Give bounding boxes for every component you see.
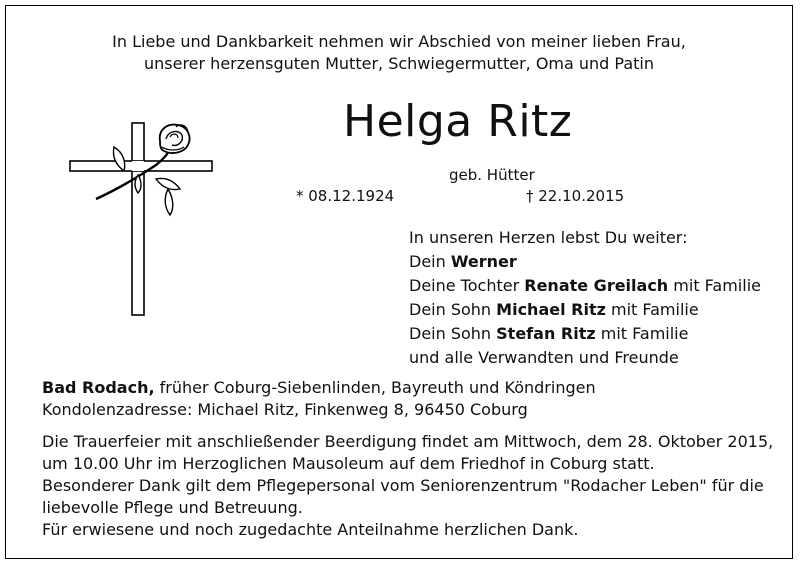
notice-line-4: liebevolle Pflege und Betreuung. bbox=[42, 498, 303, 517]
relation-suffix: mit Familie bbox=[595, 324, 689, 343]
notice-line-2: um 10.00 Uhr im Herzoglichen Mausoleum auf dem Friedhof in Coburg statt. bbox=[42, 454, 655, 473]
relative-line-1 bbox=[409, 252, 517, 271]
relation: Dein Sohn bbox=[409, 300, 497, 319]
cross-with-rose-icon bbox=[68, 119, 220, 319]
notice-line-1: Die Trauerfeier mit anschließender Beerdigung findet am Mittwoch, dem 28. Oktober 2015, bbox=[42, 432, 774, 451]
intro-line-2: unserer herzensguten Mutter, Schwiegermutter, Oma und Patin bbox=[143, 54, 655, 73]
relative-line-3 bbox=[409, 300, 699, 319]
relatives-intro: In unseren Herzen lebst Du weiter: bbox=[409, 228, 688, 247]
relative-name: Stefan Ritz bbox=[496, 324, 596, 343]
relation: Dein bbox=[409, 252, 451, 271]
notice-line-3: Besonderer Dank gilt dem Pflegepersonal vom Seniorenzentrum "Rodacher Leben" für die bbox=[42, 476, 764, 495]
relation: Dein Sohn bbox=[409, 324, 497, 343]
birth-date: * 08.12.1924 bbox=[296, 187, 395, 205]
relative-line-5: und alle Verwandten und Freunde bbox=[409, 348, 679, 367]
condolence-address: Kondolenzadresse: Michael Ritz, Finkenweg 8, 96450 Coburg bbox=[42, 400, 528, 419]
relative-line-4 bbox=[409, 324, 688, 343]
location-line bbox=[42, 378, 596, 397]
relative-name: Renate Greilach bbox=[524, 276, 669, 295]
relation-suffix: mit Familie bbox=[605, 300, 699, 319]
relative-name: Michael Ritz bbox=[496, 300, 606, 319]
relative-line-2 bbox=[409, 276, 761, 295]
town: Bad Rodach, bbox=[42, 378, 155, 397]
former-places: früher Coburg-Siebenlinden, Bayreuth und Köndringen bbox=[154, 378, 596, 397]
death-date: † 22.10.2015 bbox=[526, 187, 625, 205]
relation-suffix: mit Familie bbox=[668, 276, 761, 295]
notice-line-5: Für erwiesene und noch zugedachte Anteilnahme herzlichen Dank. bbox=[42, 520, 579, 539]
obituary-card bbox=[5, 5, 793, 559]
birth-name: geb. Hütter bbox=[449, 166, 535, 184]
relative-name: Werner bbox=[450, 252, 517, 271]
intro-line-1: In Liebe und Dankbarkeit nehmen wir Abschied von meiner lieben Frau, bbox=[112, 32, 686, 51]
deceased-name: Helga Ritz bbox=[343, 96, 573, 147]
relation: Deine Tochter bbox=[409, 276, 525, 295]
